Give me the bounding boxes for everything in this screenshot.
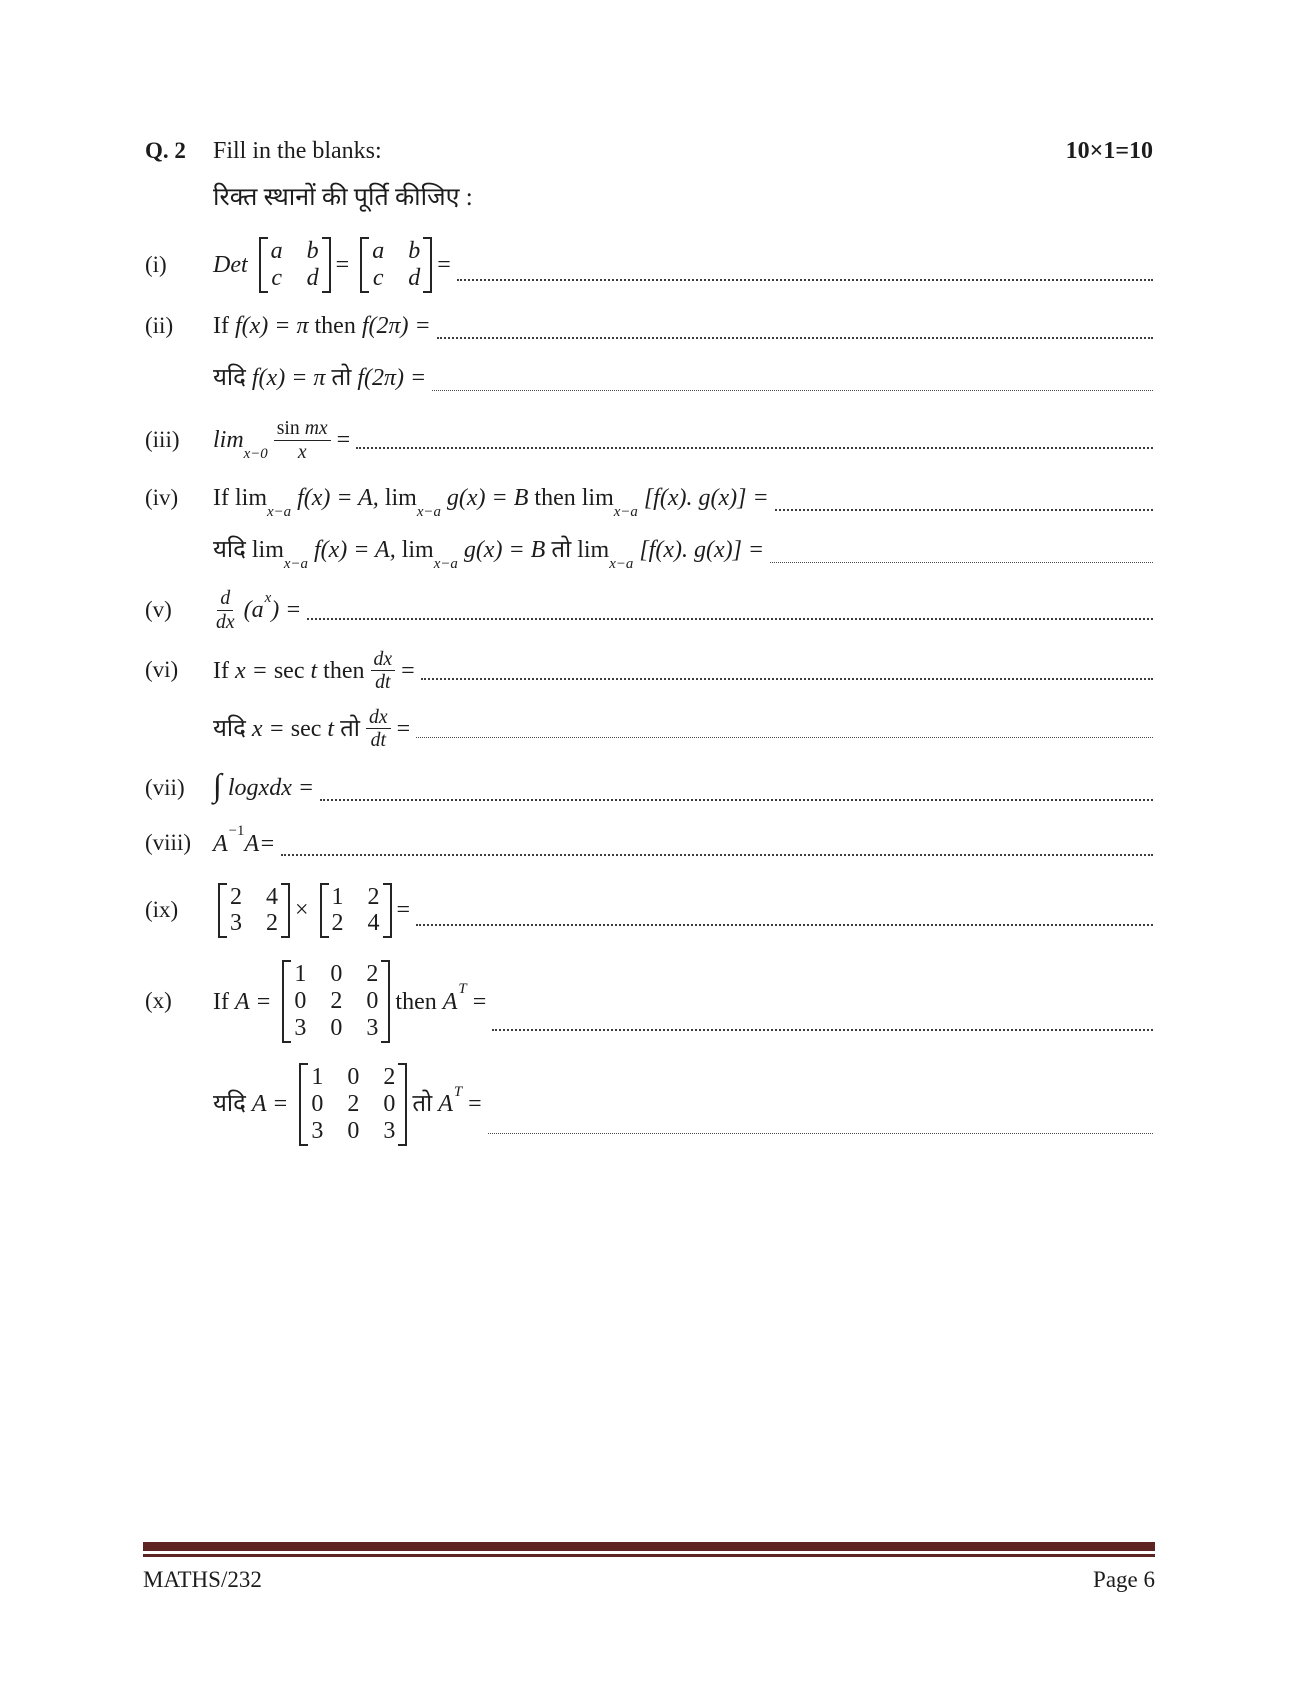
equals-sign: = (401, 657, 415, 684)
blank-line (775, 486, 1153, 511)
transpose-exponent: T (458, 980, 467, 997)
if-text: If (213, 313, 229, 339)
footer-rule-thin (143, 1554, 1155, 1557)
then-text: then (534, 485, 576, 512)
footer-rule-thick (143, 1542, 1155, 1551)
lim-subscript: x−0 (243, 445, 268, 462)
then-text: then (395, 988, 437, 1015)
question-2-block (145, 136, 1153, 1148)
then-text: then (323, 657, 365, 684)
item-label: (viii) (145, 830, 191, 856)
question-ii-en (145, 311, 1153, 341)
yadi-text: यदि (213, 715, 246, 742)
question-iv-hi (145, 535, 1153, 572)
blank-line (437, 313, 1153, 338)
lim-text: $\lim_{x-a}$ (577, 537, 634, 572)
page-footer (143, 1542, 1155, 1594)
question-vii-expression (213, 768, 320, 805)
matrix-row: a b (270, 238, 319, 265)
question-x-expression (213, 958, 492, 1045)
matrix-row: 1 0 2 (311, 1063, 396, 1090)
question-iii-expression (213, 417, 356, 463)
x-equals: x = (234, 657, 268, 684)
question-ix (145, 881, 1153, 941)
a-equals: A = (251, 1091, 289, 1118)
transpose-exponent: T (453, 1083, 463, 1100)
question-iv-expression (213, 483, 775, 520)
lim-text: $\lim_{x-0}$ (213, 427, 268, 462)
blank-line (307, 594, 1153, 619)
matrix-3x3 (282, 958, 390, 1045)
matrix-row: 2 4 (331, 910, 380, 937)
question-title: Fill in the blanks: (213, 138, 382, 164)
equals-sign: = (468, 1091, 482, 1118)
question-vii (145, 768, 1153, 805)
logxdx-expression: logxdx = (227, 775, 315, 802)
item-label: (iii) (145, 426, 180, 452)
dx-over-dt-fraction (366, 706, 391, 752)
a-transpose-expression: $A^T$ (442, 980, 467, 1015)
x-equals: x = (251, 715, 285, 742)
item-label: (v) (145, 597, 172, 623)
question-ii-hi (145, 363, 1153, 393)
d-over-dx-fraction (213, 587, 238, 633)
lim-text: $\lim_{x-a}$ (251, 537, 308, 572)
question-viii-expression (213, 822, 281, 859)
t-variable: t (310, 657, 318, 684)
g-expression: g(x) = B (446, 485, 529, 512)
matrix-1224 (320, 881, 392, 941)
fraction-denominator: dt (370, 729, 386, 752)
lim-text: $\lim_{x-a}$ (384, 485, 441, 520)
blank-line (770, 538, 1153, 563)
question-v (145, 587, 1153, 633)
yadi-text: यदि (213, 1091, 246, 1118)
question-i (145, 235, 1153, 295)
fg-product-expression: [f(x). g(x)] = (639, 537, 765, 564)
exponent: x (264, 589, 272, 606)
question-header (145, 136, 1153, 166)
fraction-denominator: dt (375, 671, 391, 694)
fraction-numerator: d (217, 587, 233, 611)
if-text: If (213, 988, 229, 1015)
blank-line (421, 655, 1153, 680)
multiply-sign: × (295, 897, 309, 924)
question-number: Q. 2 (145, 138, 186, 163)
blank-line (416, 901, 1153, 926)
fg-product-expression: [f(x). g(x)] = (643, 485, 769, 512)
f-expression: f(x) = A, (313, 537, 396, 564)
question-vi-expression-hindi (213, 706, 416, 752)
yadi-text: यदि (213, 365, 246, 391)
question-vi-hi (145, 706, 1153, 752)
equals-sign: = (396, 715, 411, 742)
item-label: (ix) (145, 897, 179, 923)
yadi-text: यदि (213, 537, 246, 564)
a-transpose-expression: $A^T$ (438, 1083, 463, 1118)
blank-line (320, 776, 1153, 801)
g-expression: g(x) = B (463, 537, 546, 564)
blank-line (356, 424, 1153, 449)
to-text: तो (340, 715, 360, 742)
question-x-en (145, 958, 1153, 1045)
blank-line (488, 1108, 1153, 1133)
f-expression: f(x) = A, (297, 485, 379, 512)
item-label: (iv) (145, 484, 179, 510)
matrix-row: 2 4 (230, 883, 278, 910)
fx-expression: f(x) = π (251, 365, 326, 391)
question-viii (145, 822, 1153, 859)
question-x-expression-hindi (213, 1061, 488, 1148)
matrix-row: 0 2 0 (294, 988, 379, 1015)
page-number: Page 6 (1093, 1566, 1155, 1592)
matrix-row: a b (372, 238, 421, 265)
fraction-denominator: x (297, 440, 307, 463)
fx-expression: f(x) = π (234, 313, 309, 339)
matrix-2423 (218, 881, 290, 941)
blank-line (457, 256, 1153, 281)
item-label: (i) (145, 251, 167, 277)
det-text: Det (213, 252, 248, 279)
equals-sign: = (437, 252, 451, 279)
f2pi-expression: f(2π) = (357, 365, 427, 391)
question-x-hi (145, 1061, 1153, 1148)
question-i-expression (213, 235, 457, 295)
question-ix-expression (213, 881, 416, 941)
fraction-numerator: sin mx (274, 417, 331, 441)
blank-line (432, 365, 1153, 390)
sec-text: sec (273, 657, 305, 684)
question-ii-expression (213, 311, 437, 341)
matrix-abcd (259, 235, 331, 295)
lim-text: $\lim_{x-a}$ (581, 485, 638, 520)
equals-sign: = (336, 427, 351, 454)
inverse-exponent: −1 (228, 822, 245, 839)
question-vi-expression (213, 648, 421, 694)
to-text: तो (412, 1091, 433, 1118)
dx-over-dt-fraction (371, 648, 396, 694)
a-inverse-a-expression: $A^{-1}A=$ (213, 822, 276, 857)
if-text: If (213, 485, 229, 512)
lim-text: $\lim_{x-a}$ (234, 485, 292, 520)
question-ii-expression-hindi (213, 363, 432, 393)
matrix-row: 0 2 0 (311, 1090, 396, 1117)
item-label: (ii) (145, 312, 174, 338)
sec-text: sec (290, 715, 322, 742)
footer-text-row (143, 1566, 1155, 1595)
item-label: (x) (145, 988, 172, 1014)
matrix-row: 3 2 (230, 910, 278, 937)
t-variable: t (327, 715, 335, 742)
question-iv-en (145, 483, 1153, 520)
blank-line (281, 831, 1153, 856)
matrix-row: 1 2 (331, 883, 380, 910)
question-iii (145, 417, 1153, 463)
item-label: (vi) (145, 657, 179, 683)
fraction-numerator: dx (366, 706, 391, 730)
equals-sign: = (335, 252, 350, 279)
a-equals: A = (234, 988, 272, 1015)
fraction-denominator: dx (216, 610, 235, 633)
matrix-row: c d (372, 265, 421, 292)
fraction-numerator: dx (371, 648, 396, 672)
question-v-expression (213, 587, 307, 633)
if-text: If (213, 657, 229, 684)
blank-line (416, 713, 1153, 738)
item-label: (vii) (145, 774, 185, 800)
question-vi-en (145, 648, 1153, 694)
equals-sign: = (472, 988, 487, 1015)
matrix-row: 3 0 3 (311, 1117, 396, 1144)
question-iv-expression-hindi (213, 535, 770, 572)
paper-code: MATHS/232 (143, 1566, 262, 1592)
matrix-row: 3 0 3 (294, 1015, 379, 1042)
matrix-3x3 (299, 1061, 407, 1148)
then-text: then (314, 313, 356, 339)
matrix-abcd (360, 235, 432, 295)
integral-sign: ∫ (213, 768, 222, 805)
to-text: तो (551, 537, 572, 564)
marks-label: 10×1=10 (1065, 138, 1153, 164)
sinmx-over-x-fraction (274, 417, 331, 463)
matrix-row: c d (271, 265, 319, 292)
to-text: तो (331, 365, 352, 391)
f2pi-expression: f(2π) = (361, 313, 431, 339)
lim-text: $\lim_{x-a}$ (401, 537, 458, 572)
blank-line (492, 1006, 1153, 1031)
matrix-row: 1 0 2 (294, 961, 379, 988)
question-title-hindi: रिक्त स्थानों की पूर्ति कीजिए : (213, 184, 473, 211)
a-power-x-expression: $(a^x)$ = (243, 589, 302, 624)
equals-sign: = (396, 897, 411, 924)
